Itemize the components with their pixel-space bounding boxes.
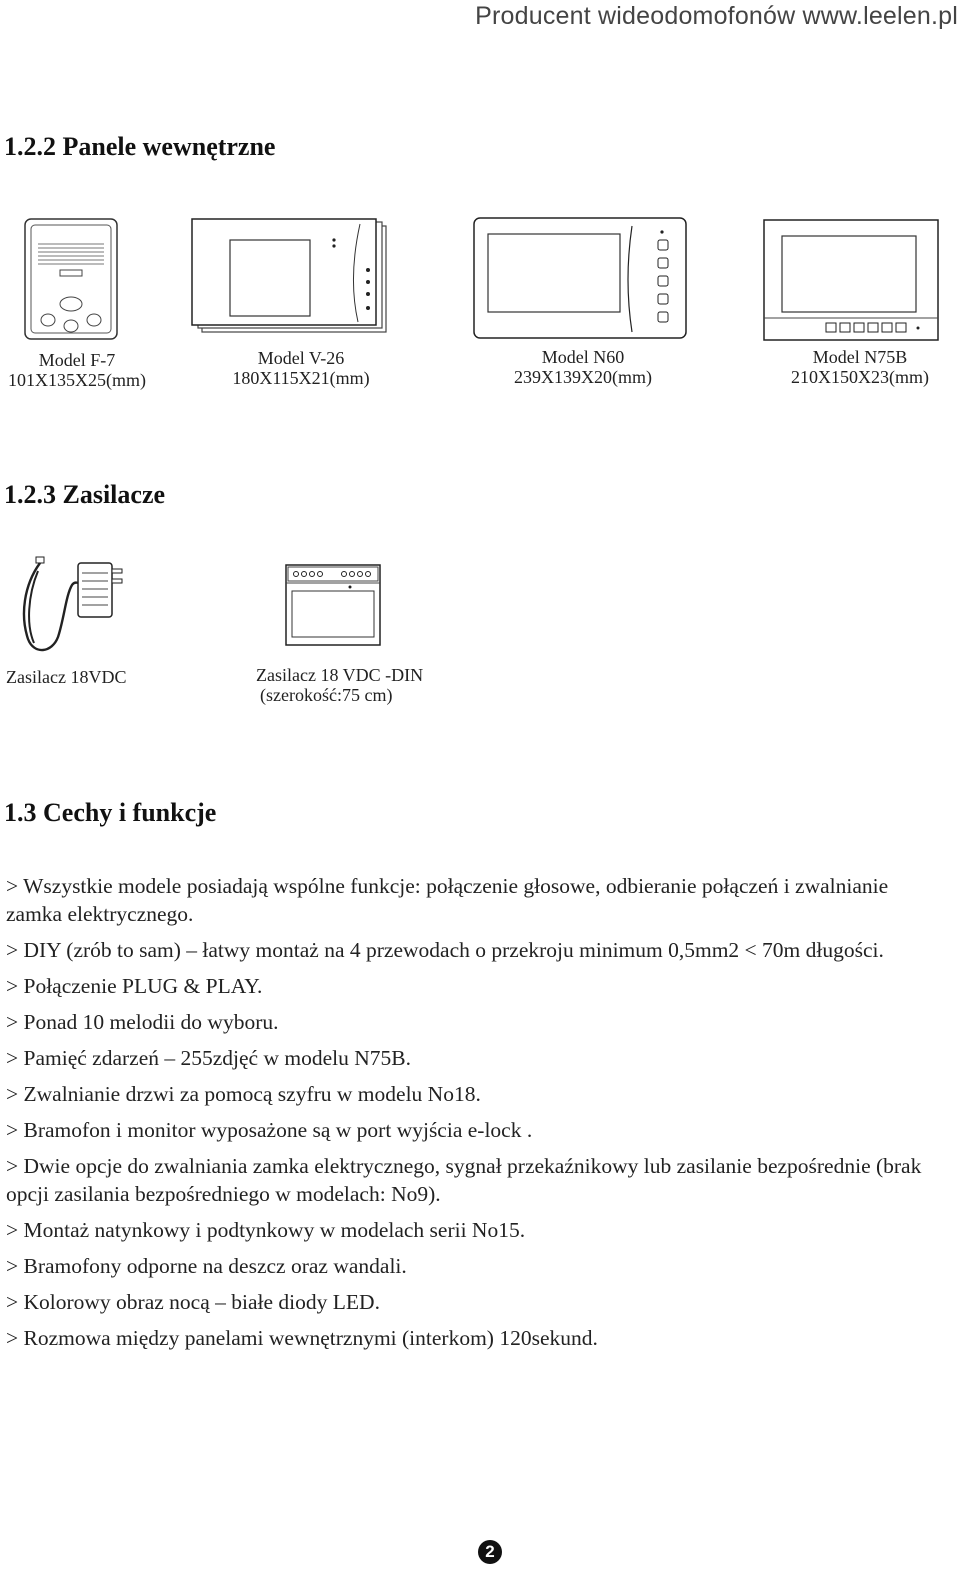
- feature-item: > Pamięć zdarzeń – 255zdjęć w modelu N75B.: [6, 1046, 411, 1070]
- power-supply-label: Zasilacz 18VDC: [6, 667, 127, 687]
- feature-item: > Połączenie PLUG & PLAY.: [6, 974, 263, 998]
- plug-adapter-illustration: [18, 555, 130, 661]
- model-f7-illustration: [24, 218, 120, 342]
- model-n60-caption: [508, 347, 658, 387]
- section-heading-features: 1.3 Cechy i funkcje: [4, 798, 217, 827]
- brand-header: Producent wideodomofonów www.leelen.pl: [475, 2, 958, 30]
- model-name: Model F-7: [38, 350, 116, 370]
- power-supply-din-caption: [256, 665, 423, 705]
- model-name: Model N60: [541, 347, 625, 367]
- section-heading-indoor-panels: 1.2.2 Panele wewnętrzne: [4, 132, 276, 161]
- model-v26-caption: [226, 348, 376, 388]
- model-size: 210X150X23(mm): [791, 367, 929, 387]
- section-heading-power-supplies: 1.2.3 Zasilacze: [4, 480, 166, 509]
- model-n75b-caption: [780, 347, 940, 387]
- feature-item: > Rozmowa między panelami wewnętrznymi (interkom) 120sekund.: [6, 1326, 598, 1350]
- power-supply-width-note: (szerokość:75 cm): [260, 685, 393, 705]
- features-list: [6, 872, 936, 1360]
- feature-item: > Bramofon i monitor wyposażone są w port wyjścia e-lock .: [6, 1118, 533, 1142]
- model-size: 239X139X20(mm): [514, 367, 652, 387]
- feature-item: > Bramofony odporne na deszcz oraz wandali.: [6, 1254, 407, 1278]
- feature-item: > Zwalnianie drzwi za pomocą szyfru w modelu No18.: [6, 1082, 481, 1106]
- page-number-badge: 2: [478, 1540, 502, 1564]
- model-f7-caption: [2, 350, 152, 390]
- model-v26-illustration: [190, 218, 390, 336]
- din-supply-illustration: [284, 563, 384, 647]
- feature-item: > Wszystkie modele posiadają wspólne funkcje: połączenie głosowe, odbieranie połączeń i zwalnianie zamka elektrycznego.: [6, 874, 889, 926]
- power-supply-label: Zasilacz 18 VDC -DIN: [256, 665, 424, 685]
- feature-item: > Kolorowy obraz nocą – białe diody LED.: [6, 1290, 380, 1314]
- feature-item: > Dwie opcje do zwalniania zamka elektrycznego, sygnał przekaźnikowy lub zasilanie bezpośrednie (brak opcji zasilania bezpośredniego w modelach: No9).: [6, 1154, 922, 1206]
- model-n60-illustration: [472, 216, 690, 342]
- model-name: Model N75B: [812, 347, 908, 367]
- model-n75b-illustration: [762, 218, 942, 344]
- feature-item: > DIY (zrób to sam) – łatwy montaż na 4 przewodach o przekroju minimum 0,5mm2 < 70m długości.: [6, 938, 884, 962]
- feature-item: > Ponad 10 melodii do wyboru.: [6, 1010, 279, 1034]
- model-size: 101X135X25(mm): [8, 370, 146, 390]
- model-size: 180X115X21(mm): [232, 368, 370, 388]
- feature-item: > Montaż natynkowy i podtynkowy w modelach serii No15.: [6, 1218, 526, 1242]
- power-supply-18vdc-caption: [6, 667, 126, 687]
- model-name: Model V-26: [257, 348, 345, 368]
